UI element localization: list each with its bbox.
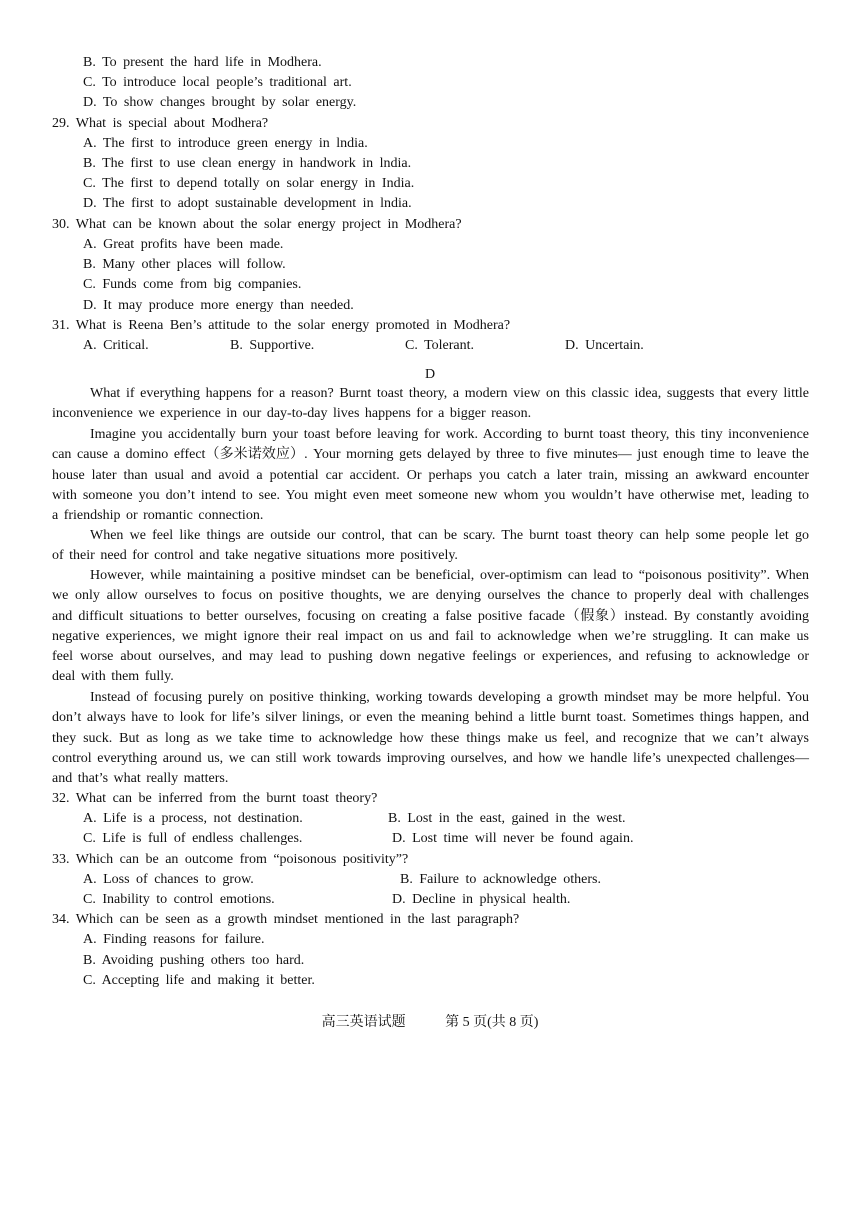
option-33-c: C. Inability to control emotions.: [83, 892, 275, 907]
passage-paragraph-2: Imagine you accidentally burn your toast before leaving for work. According to burnt toast theory, this tiny inconvenience can cause a domino effect（多米诺效应）. Your morning gets delayed by three to five minutes— just enough time to leave the house later than usual and avoid a potential car accident. Or perhaps you catch a later train, missing an awkward encounter with someone you don’t intend to see. You might even meet someone new whom you wouldn’t have otherwise met, leading to a friendship or romantic connection.: [52, 427, 809, 523]
option-31-d: D. Uncertain.: [565, 338, 644, 353]
option-28-d: D. To show changes brought by solar energy.: [83, 95, 357, 110]
question-33-stem: 33. Which can be an outcome from “poisonous positivity”?: [52, 852, 409, 867]
question-34-stem: 34. Which can be seen as a growth mindset mentioned in the last paragraph?: [52, 912, 520, 927]
option-29-d: D. The first to adopt sustainable development in lndia.: [83, 196, 412, 211]
section-heading: D: [424, 367, 436, 382]
option-34-a: A. Finding reasons for failure.: [83, 932, 265, 947]
option-31-a: A. Critical.: [83, 338, 149, 353]
option-28-c: C. To introduce local people’s traditional art.: [83, 75, 352, 90]
option-30-b: B. Many other places will follow.: [83, 257, 286, 272]
option-29-c: C. The first to depend totally on solar energy in India.: [83, 176, 415, 191]
question-30-stem: 30. What can be known about the solar energy project in Modhera?: [52, 217, 462, 232]
option-33-b: B. Failure to acknowledge others.: [400, 872, 601, 887]
option-32-c: C. Life is full of endless challenges.: [83, 831, 303, 846]
option-28-b: B. To present the hard life in Modhera.: [83, 55, 322, 70]
option-33-a: A. Loss of chances to grow.: [83, 872, 254, 887]
footer-page-number: 第 5 页(共 8 页): [445, 1015, 539, 1030]
footer-exam-title: 高三英语试题: [321, 1015, 406, 1030]
option-32-a: A. Life is a process, not destination.: [83, 811, 303, 826]
option-30-a: A. Great profits have been made.: [83, 237, 284, 252]
option-31-c: C. Tolerant.: [405, 338, 475, 353]
page-footer: [0, 1013, 860, 1033]
passage-paragraph-4: However, while maintaining a positive mindset can be beneficial, over-optimism can lead to “poisonous positivity”. When we only allow ourselves to focus on positive thoughts, we are denying ourselves the chance to properly deal with challenges and difficult situations to better ourselves, focusing on creating a false positive facade（假象）instead. By constantly avoiding negative experiences, we might ignore their real impact on us and fail to acknowledge when we’re struggling. It can make us feel worse about ourselves, and may lead to pushing down negative feelings or experiences, and refusing to acknowledge or deal with them fully.: [52, 568, 809, 685]
question-31-stem: 31. What is Reena Ben’s attitude to the solar energy promoted in Modhera?: [52, 318, 511, 333]
option-33-d: D. Decline in physical health.: [392, 892, 571, 907]
option-30-d: D. It may produce more energy than needed.: [83, 298, 354, 313]
option-34-c: C. Accepting life and making it better.: [83, 973, 315, 988]
option-34-b: B. Avoiding pushing others too hard.: [83, 953, 305, 968]
option-29-a: A. The first to introduce green energy in lndia.: [83, 136, 368, 151]
passage-paragraph-1: What if everything happens for a reason? Burnt toast theory, a modern view on this classic idea, suggests that every little inconvenience we experience in our day-to-day lives happens for a bigger reason.: [52, 386, 809, 422]
question-32-stem: 32. What can be inferred from the burnt toast theory?: [52, 791, 378, 806]
passage-paragraph-3: When we feel like things are outside our control, that can be scary. The burnt toast theory can help some people let go of their need for control and take negative situations more positively.: [52, 528, 809, 564]
question-29-stem: 29. What is special about Modhera?: [52, 116, 269, 131]
option-32-d: D. Lost time will never be found again.: [392, 831, 634, 846]
passage-paragraph-5: Instead of focusing purely on positive thinking, working towards developing a growth mindset may be more helpful. You don’t always have to look for life’s silver linings, or even the meaning behind a little burnt toast. Sometimes things happen, and they suck. But as long as we take time to acknowledge how these things make us feel, and recognize that we can’t always control everything around us, we can still work towards improving ourselves, and how we handle life’s unexpected challenges— and that’s what really matters.: [52, 690, 809, 786]
option-32-b: B. Lost in the east, gained in the west.: [388, 811, 626, 826]
option-29-b: B. The first to use clean energy in handwork in lndia.: [83, 156, 412, 171]
option-31-b: B. Supportive.: [230, 338, 315, 353]
option-30-c: C. Funds come from big companies.: [83, 277, 302, 292]
